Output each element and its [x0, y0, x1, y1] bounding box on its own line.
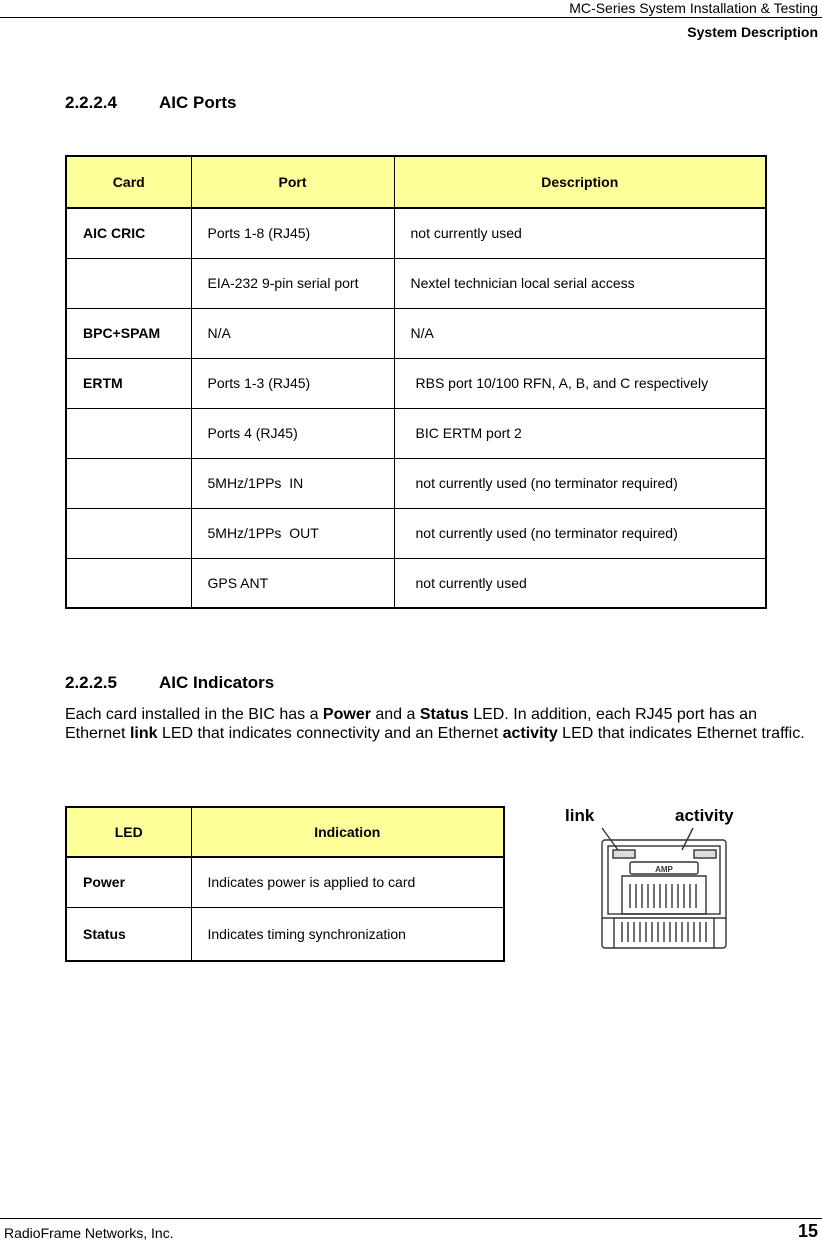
- para-text: LED. In addition, each RJ45 port has an Ethernet: [65, 706, 757, 742]
- rj45-connector-figure: [560, 806, 760, 956]
- cell-description: not currently used: [394, 558, 766, 608]
- ports-table-header: [66, 156, 766, 208]
- para-text: LED that indicates connectivity and an Ethernet: [157, 725, 503, 742]
- para-text: LED that indicates Ethernet traffic.: [557, 725, 805, 742]
- activity-pointer: [682, 828, 693, 850]
- cell-port: 5MHz/1PPs IN: [191, 458, 394, 508]
- cell-card: [66, 558, 191, 608]
- cell-description: not currently used (no terminator required): [394, 458, 766, 508]
- table-row: [66, 258, 766, 308]
- indicators-heading-title: AIC Indicators: [159, 673, 275, 692]
- cell-port: Ports 1-8 (RJ45): [191, 208, 394, 258]
- cell-description: Nextel technician local serial access: [394, 258, 766, 308]
- cell-card: AIC CRIC: [66, 208, 191, 258]
- rj45-port-icon: [560, 806, 760, 956]
- aic-ports-table: [65, 155, 767, 609]
- cell-card: [66, 508, 191, 558]
- link-pointer: [602, 828, 618, 850]
- table-row: [66, 358, 766, 408]
- para-bold-activity: activity: [502, 725, 558, 742]
- cell-description: BIC ERTM port 2: [394, 408, 766, 458]
- indicators-paragraph: [65, 705, 805, 743]
- cell-indication: Indicates timing synchronization: [191, 907, 504, 961]
- cell-indication: Indicates power is applied to card: [191, 857, 504, 907]
- table-row: [66, 458, 766, 508]
- para-bold-link: link: [129, 725, 158, 742]
- led-table-header: [66, 807, 504, 857]
- table-row: [66, 907, 504, 961]
- brand-logo: AMP: [655, 865, 673, 874]
- cell-port: N/A: [191, 308, 394, 358]
- cell-description: not currently used (no terminator required): [394, 508, 766, 558]
- para-text: Each card installed in the BIC has a: [65, 706, 323, 723]
- cell-card: [66, 258, 191, 308]
- table-row: [66, 208, 766, 258]
- activity-led: [694, 850, 716, 858]
- cell-port: Ports 1-3 (RJ45): [191, 358, 394, 408]
- table-row: [66, 857, 504, 907]
- cell-port: GPS ANT: [191, 558, 394, 608]
- header-rule: [0, 17, 822, 18]
- section-header: System Description: [687, 24, 818, 40]
- footer-rule: [0, 1218, 822, 1219]
- col-led: LED: [66, 807, 191, 857]
- col-card: Card: [66, 156, 191, 208]
- link-led: [613, 850, 635, 858]
- para-bold-status: Status: [419, 706, 469, 723]
- para-bold-power: Power: [322, 706, 371, 723]
- ports-heading-number: 2.2.2.4: [65, 93, 117, 112]
- activity-label: activity: [675, 806, 734, 825]
- cell-card: [66, 408, 191, 458]
- ports-heading-title: AIC Ports: [159, 93, 237, 112]
- cell-led: Power: [66, 857, 191, 907]
- cell-card: [66, 458, 191, 508]
- cell-description: not currently used: [394, 208, 766, 258]
- cell-card: ERTM: [66, 358, 191, 408]
- table-row: [66, 408, 766, 458]
- table-row: [66, 308, 766, 358]
- footer-company: RadioFrame Networks, Inc.: [4, 1225, 174, 1241]
- cell-port: EIA-232 9-pin serial port: [191, 258, 394, 308]
- doc-title: MC-Series System Installation & Testing: [569, 0, 818, 16]
- col-indication: Indication: [191, 807, 504, 857]
- cell-description: N/A: [394, 308, 766, 358]
- cell-port: 5MHz/1PPs OUT: [191, 508, 394, 558]
- aic-led-table: [65, 806, 505, 962]
- col-description: Description: [394, 156, 766, 208]
- indicators-heading-number: 2.2.2.5: [65, 673, 117, 692]
- link-label: link: [565, 806, 595, 825]
- para-text: and a: [370, 706, 420, 723]
- cell-port: Ports 4 (RJ45): [191, 408, 394, 458]
- page-number: 15: [797, 1221, 818, 1241]
- col-port: Port: [191, 156, 394, 208]
- table-row: [66, 508, 766, 558]
- table-row: [66, 558, 766, 608]
- cell-card: BPC+SPAM: [66, 308, 191, 358]
- cell-description: RBS port 10/100 RFN, A, B, and C respectively: [394, 358, 766, 408]
- cell-led: Status: [66, 907, 191, 961]
